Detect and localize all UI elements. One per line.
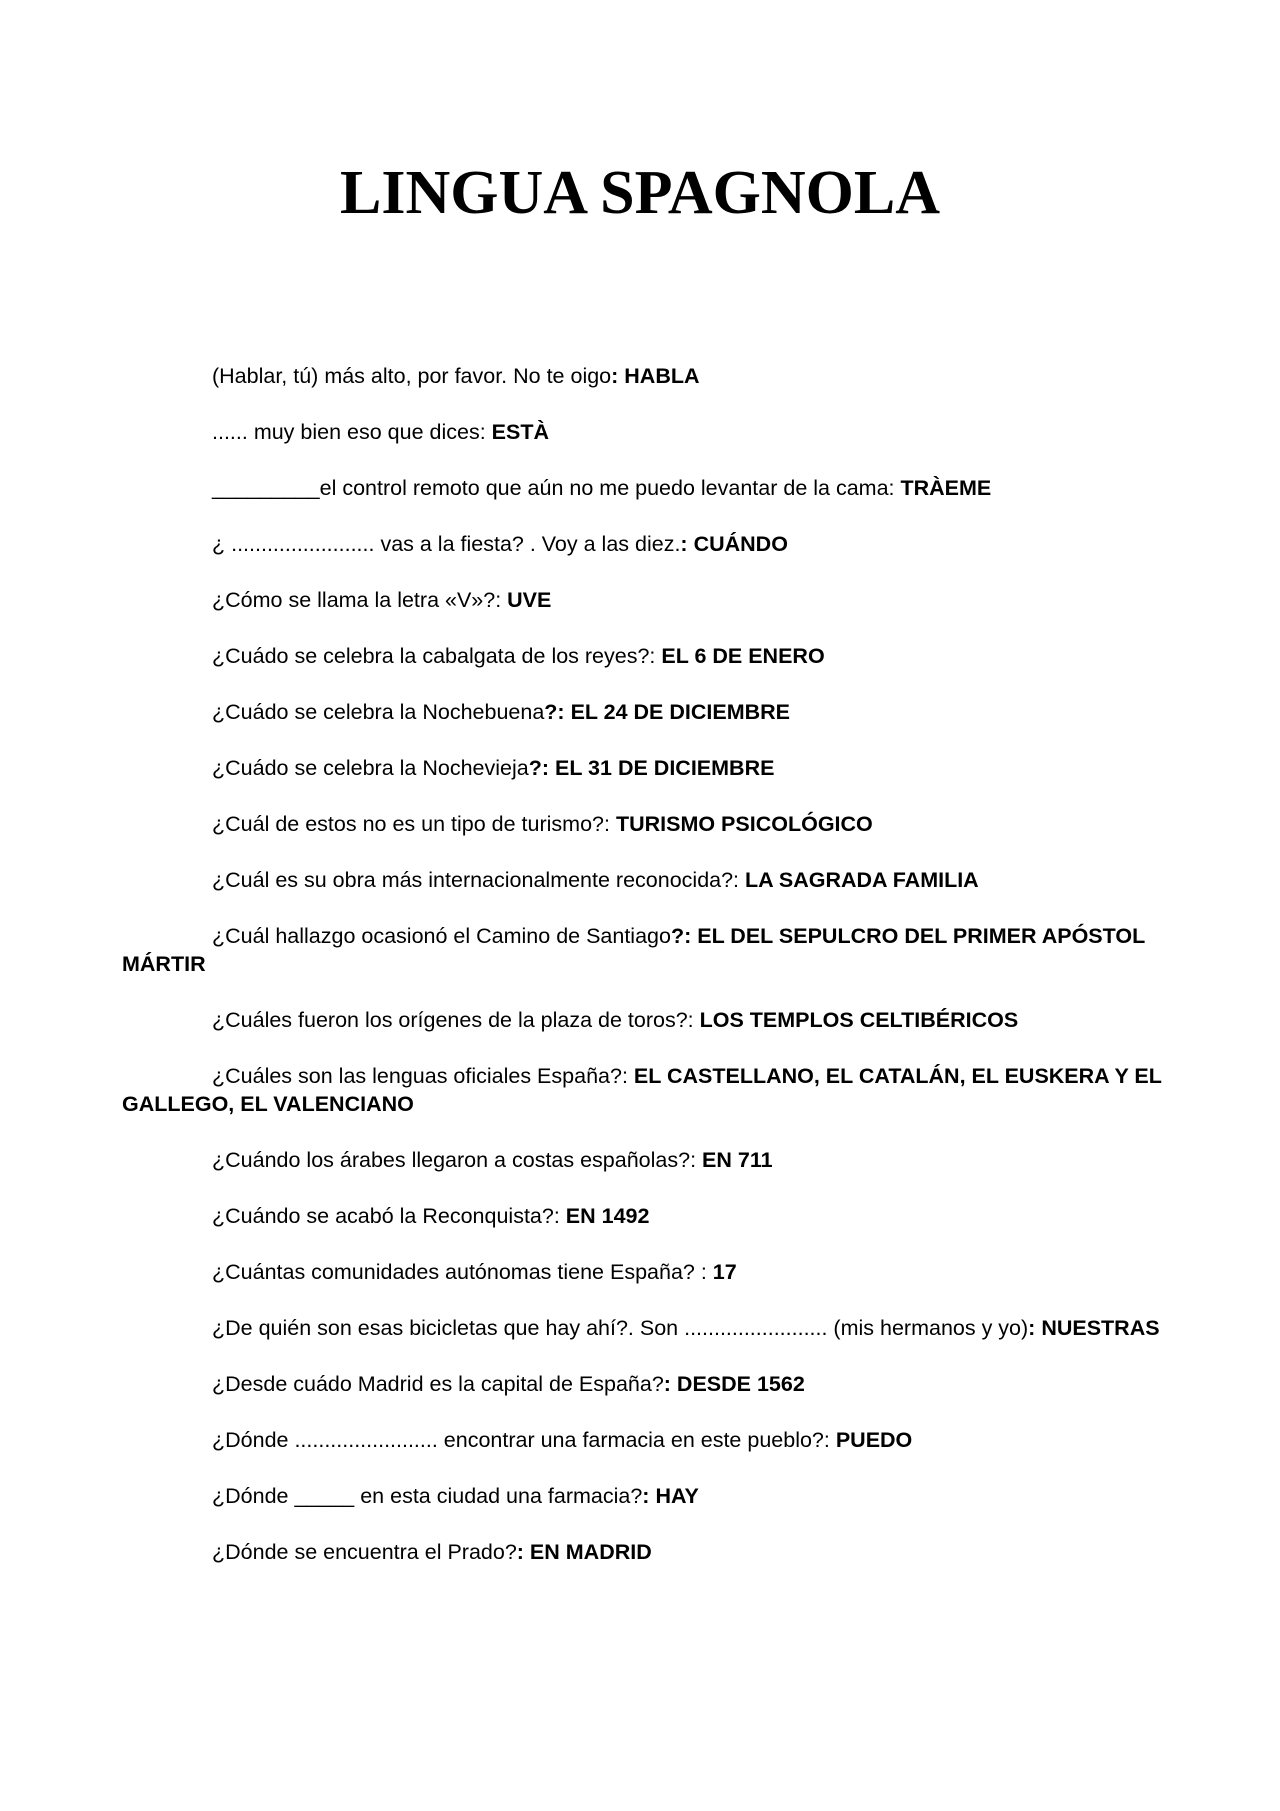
qa-item [122,362,1162,390]
separator: : [1028,1316,1042,1340]
question-text: ¿Dónde se encuentra el Prado? [212,1540,517,1564]
qa-item [122,474,1162,502]
question-text: ¿Dónde ........................ encontrar una farmacia en este pueblo?: [212,1428,836,1452]
answer-text: LOS TEMPLOS CELTIBÉRICOS [699,1008,1019,1032]
answer-text: TURISMO PSICOLÓGICO [615,812,873,836]
answer-text: HAY [655,1484,699,1508]
question-text: ¿Cuál de estos no es un tipo de turismo?: [212,812,616,836]
answer-text: EL DEL SEPULCRO DEL PRIMER APÓSTOL MÁRTIR [122,924,1145,976]
question-text: (Hablar, tú) más alto, por favor. No te oigo [212,364,612,388]
question-text: ¿Cuáles son las lenguas oficiales España?: [212,1064,634,1088]
question-text: _________el control remoto que aún no me puedo levantar de la cama: [212,476,901,500]
answer-text: 17 [712,1260,737,1284]
separator: ?: [544,700,571,724]
question-list [122,362,1162,1594]
qa-item [122,922,1162,978]
question-text: ¿Cómo se llama la letra «V»?: [212,588,508,612]
answer-text: UVE [507,588,552,612]
question-text: ¿Cuádo se celebra la cabalgata de los reyes?: [212,644,662,668]
answer-text: EN MADRID [529,1540,652,1564]
qa-item [122,530,1162,558]
qa-item [122,586,1162,614]
qa-item [122,698,1162,726]
qa-item [122,1202,1162,1230]
qa-item [122,1062,1162,1118]
answer-text: DESDE 1562 [676,1372,805,1396]
qa-item [122,754,1162,782]
answer-text: EL 24 DE DICIEMBRE [570,700,790,724]
answer-text: PUEDO [835,1428,913,1452]
qa-item [122,810,1162,838]
qa-item [122,418,1162,446]
qa-item [122,1538,1162,1566]
separator: : [663,1372,677,1396]
answer-text: EL 6 DE ENERO [661,644,825,668]
separator: : [642,1484,656,1508]
answer-text: HABLA [624,364,700,388]
answer-text: CUÁNDO [693,532,788,556]
separator: ?: [670,924,698,948]
answer-text: ESTÀ [491,420,549,444]
separator: ?: [528,756,555,780]
qa-item [122,1258,1162,1286]
answer-text: EL CASTELLANO, EL CATALÁN, EL EUSKERA Y EL [633,1064,1162,1088]
qa-item [122,1314,1162,1342]
question-text: ¿Desde cuádo Madrid es la capital de España? [212,1372,664,1396]
question-text: ...... muy bien eso que dices: [212,420,492,444]
qa-item [122,1146,1162,1174]
qa-item [122,1426,1162,1454]
answer-text: EN 1492 [565,1204,650,1228]
question-text: ¿Cuádo se celebra la Nochebuena [212,700,545,724]
answer-text: NUESTRAS [1041,1316,1160,1340]
qa-item [122,1006,1162,1034]
qa-item [122,642,1162,670]
question-text: ¿De quién son esas bicicletas que hay ahí?. Son ........................ (mis hermanos y yo) [212,1316,1029,1340]
question-text: ¿Cuáles fueron los orígenes de la plaza de toros?: [212,1008,700,1032]
separator: : [680,532,694,556]
question-text: ¿Cuádo se celebra la Nochevieja [212,756,529,780]
answer-text: EL 31 DE DICIEMBRE [555,756,775,780]
answer-text: EN 711 [702,1148,773,1172]
question-text: ¿ ........................ vas a la fiesta? . Voy a las diez. [212,532,681,556]
question-text: ¿Cuándo se acabó la Reconquista?: [212,1204,566,1228]
question-text: ¿Cuándo los árabes llegaron a costas españolas?: [212,1148,703,1172]
qa-item [122,1482,1162,1510]
separator: : [516,1540,530,1564]
question-text: ¿Dónde _____ en esta ciudad una farmacia? [212,1484,643,1508]
separator: : [611,364,625,388]
qa-item [122,1370,1162,1398]
question-text: ¿Cuántas comunidades autónomas tiene España? : [212,1260,713,1284]
answer-text: LA SAGRADA FAMILIA [745,868,979,892]
page-title: LINGUA SPAGNOLA [340,159,940,227]
question-text: ¿Cuál hallazgo ocasionó el Camino de Santiago [212,924,671,948]
answer-text-continued: GALLEGO, EL VALENCIANO [122,1092,414,1116]
qa-item [122,866,1162,894]
question-text: ¿Cuál es su obra más internacionalmente reconocida?: [212,868,746,892]
answer-text: TRÀEME [900,476,992,500]
